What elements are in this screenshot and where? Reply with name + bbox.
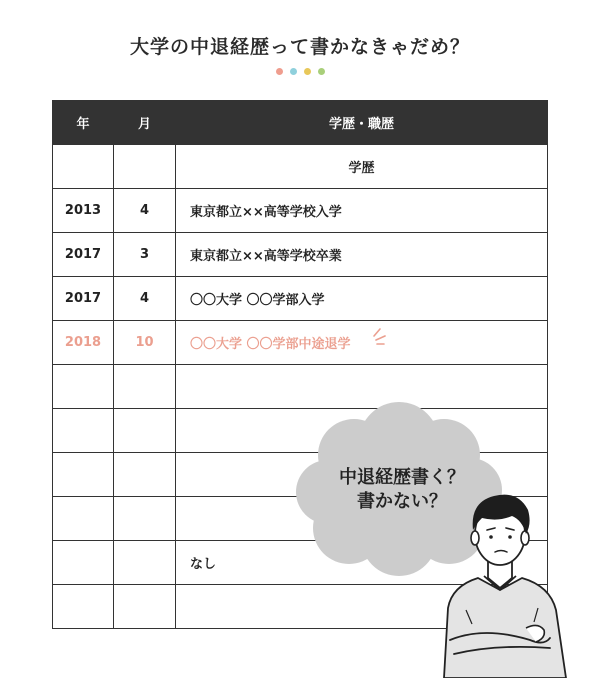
emphasis-lines-icon — [372, 327, 388, 347]
dot-2 — [290, 68, 297, 75]
month-cell — [114, 453, 176, 497]
dot-4 — [318, 68, 325, 75]
bubble-line-2: 書かない？ — [357, 491, 447, 512]
table-row — [53, 277, 548, 321]
history-cell: 東京都立××高等学校入学 — [176, 189, 548, 233]
year-cell: 2018 — [53, 321, 114, 365]
year-cell — [53, 145, 114, 189]
bubble-line-1: 中退経歴書く？ — [339, 467, 465, 488]
thinking-man-icon — [426, 490, 574, 678]
month-cell — [114, 365, 176, 409]
none-label: なし — [176, 541, 548, 585]
year-cell: 2013 — [53, 189, 114, 233]
header-month: 月 — [114, 101, 176, 145]
month-cell — [114, 541, 176, 585]
month-cell — [114, 585, 176, 629]
month-cell: 10 — [114, 321, 176, 365]
year-cell: 2017 — [53, 233, 114, 277]
dot-3 — [304, 68, 311, 75]
month-cell — [114, 409, 176, 453]
header-year: 年 — [53, 101, 114, 145]
year-cell — [53, 541, 114, 585]
year-cell — [53, 365, 114, 409]
year-cell — [53, 585, 114, 629]
month-cell: 3 — [114, 233, 176, 277]
page-title: 大学の中退経歴って書かなきゃだめ？ — [129, 36, 470, 58]
month-cell: 4 — [114, 277, 176, 321]
dot-1 — [276, 68, 283, 75]
year-cell — [53, 497, 114, 541]
month-cell — [114, 145, 176, 189]
decorative-dots — [0, 68, 600, 75]
year-cell: 2017 — [53, 277, 114, 321]
table-row — [53, 233, 548, 277]
year-cell — [53, 453, 114, 497]
history-cell: 〇〇大学 〇〇学部入学 — [176, 277, 548, 321]
history-cell: 東京都立××高等学校卒業 — [176, 233, 548, 277]
table-header-row — [53, 101, 548, 145]
year-cell — [53, 409, 114, 453]
month-cell: 4 — [114, 189, 176, 233]
table-row — [53, 189, 548, 233]
month-cell — [114, 497, 176, 541]
history-cell: 〇〇大学 〇〇学部中途退学 — [176, 321, 548, 365]
table-row-highlight — [53, 321, 548, 365]
section-label: 学歴 — [176, 145, 548, 189]
table-row — [53, 145, 548, 189]
header-history: 学歴・職歴 — [176, 101, 548, 145]
